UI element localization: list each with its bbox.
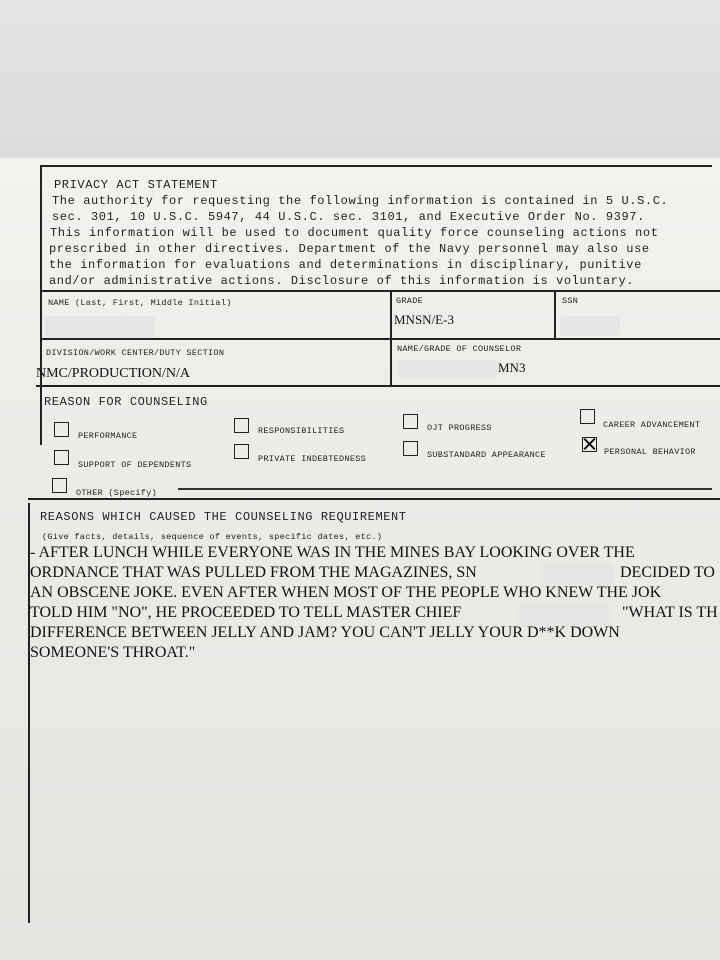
ojt-progress-checkbox[interactable] <box>403 414 418 429</box>
privacy-divider <box>40 290 720 292</box>
support-of-dependents-checkbox[interactable] <box>54 450 69 465</box>
form-top-border <box>42 165 712 167</box>
private-indebtedness-label: PRIVATE INDEBTEDNESS <box>258 454 367 464</box>
responsibilities-label: RESPONSIBILITIES <box>258 426 345 436</box>
counselor-value: MN3 <box>498 360 526 375</box>
career-advancement-checkbox[interactable] <box>580 409 595 424</box>
grade-value: MNSN/E-3 <box>394 312 454 327</box>
narrative-line-4-end: "WHAT IS TH <box>622 604 718 621</box>
row-divider-1 <box>40 338 720 340</box>
privacy-line-2: sec. 301, 10 U.S.C. 5947, 44 U.S.C. sec. 3101, and Executive Order No. 9397. <box>52 210 645 224</box>
counseling-form-page <box>0 158 720 960</box>
performance-label: PERFORMANCE <box>78 431 138 441</box>
support-of-dependents-label: SUPPORT OF DEPENDENTS <box>78 460 192 470</box>
requirement-subtitle: (Give facts, details, sequence of events, specific dates, etc.) <box>42 532 383 542</box>
performance-checkbox[interactable] <box>54 422 69 437</box>
row-divider-3 <box>28 498 720 500</box>
narrative-line-2-end: DECIDED TO <box>620 564 715 581</box>
ssn-redaction <box>560 316 620 336</box>
counselor-label: NAME/GRADE OF COUNSELOR <box>397 344 522 354</box>
personal-behavior-label: PERSONAL BEHAVIOR <box>604 447 696 457</box>
privacy-line-4: prescribed in other directives. Department of the Navy personnel may also use <box>49 242 650 256</box>
form-left-border-upper <box>40 165 42 445</box>
other-checkbox[interactable] <box>52 478 67 493</box>
ssn-label: SSN <box>562 296 579 306</box>
privacy-title: PRIVACY ACT STATEMENT <box>54 178 218 192</box>
division-label: DIVISION/WORK CENTER/DUTY SECTION <box>46 348 225 358</box>
ssn-divider <box>554 290 556 340</box>
other-specify-line[interactable] <box>178 488 712 490</box>
privacy-line-3: This information will be used to document quality force counseling actions not <box>50 226 659 240</box>
grade-divider <box>390 290 392 340</box>
private-indebtedness-checkbox[interactable] <box>234 444 249 459</box>
privacy-line-1: The authority for requesting the following information is contained in 5 U.S.C. <box>52 194 669 208</box>
narrative-line-3: AN OBSCENE JOKE. EVEN AFTER WHEN MOST OF THE PEOPLE WHO KNEW THE JOK <box>30 584 662 601</box>
narrative-redaction-2 <box>518 604 610 626</box>
narrative-line-4: TOLD HIM "NO", HE PROCEEDED TO TELL MASTER CHIEF <box>30 604 462 621</box>
narrative-line-6: SOMEONE'S THROAT." <box>30 644 196 661</box>
narrative-line-5: DIFFERENCE BETWEEN JELLY AND JAM? YOU CAN'T JELLY YOUR D**K DOWN <box>30 624 620 641</box>
other-label: OTHER (Specify) <box>76 488 158 498</box>
division-value: NMC/PRODUCTION/N/A <box>36 366 191 381</box>
requirement-title: REASONS WHICH CAUSED THE COUNSELING REQUIREMENT <box>40 510 407 524</box>
name-label: NAME (Last, First, Middle Initial) <box>48 298 232 308</box>
row-divider-2 <box>36 385 720 387</box>
reason-title: REASON FOR COUNSELING <box>44 395 208 409</box>
counselor-divider <box>390 338 392 386</box>
privacy-line-6: and/or administrative actions. Disclosure of this information is voluntary. <box>49 274 635 288</box>
name-redaction <box>45 316 155 338</box>
personal-behavior-checkbox[interactable] <box>582 437 597 452</box>
substandard-appearance-checkbox[interactable] <box>403 441 418 456</box>
grade-label: GRADE <box>396 296 424 306</box>
responsibilities-checkbox[interactable] <box>234 418 249 433</box>
narrative-redaction-1 <box>540 563 614 585</box>
career-advancement-label: CAREER ADVANCEMENT <box>603 420 701 430</box>
background-surface <box>0 0 720 165</box>
counselor-redaction <box>398 360 498 378</box>
substandard-appearance-label: SUBSTANDARD APPEARANCE <box>427 450 546 460</box>
ojt-progress-label: OJT PROGRESS <box>427 423 492 433</box>
narrative-line-1: - AFTER LUNCH WHILE EVERYONE WAS IN THE MINES BAY LOOKING OVER THE <box>30 544 635 561</box>
privacy-line-5: the information for evaluations and determinations in disciplinary, punitive <box>49 258 642 272</box>
narrative-line-2: ORDNANCE THAT WAS PULLED FROM THE MAGAZINES, SN <box>30 564 477 581</box>
